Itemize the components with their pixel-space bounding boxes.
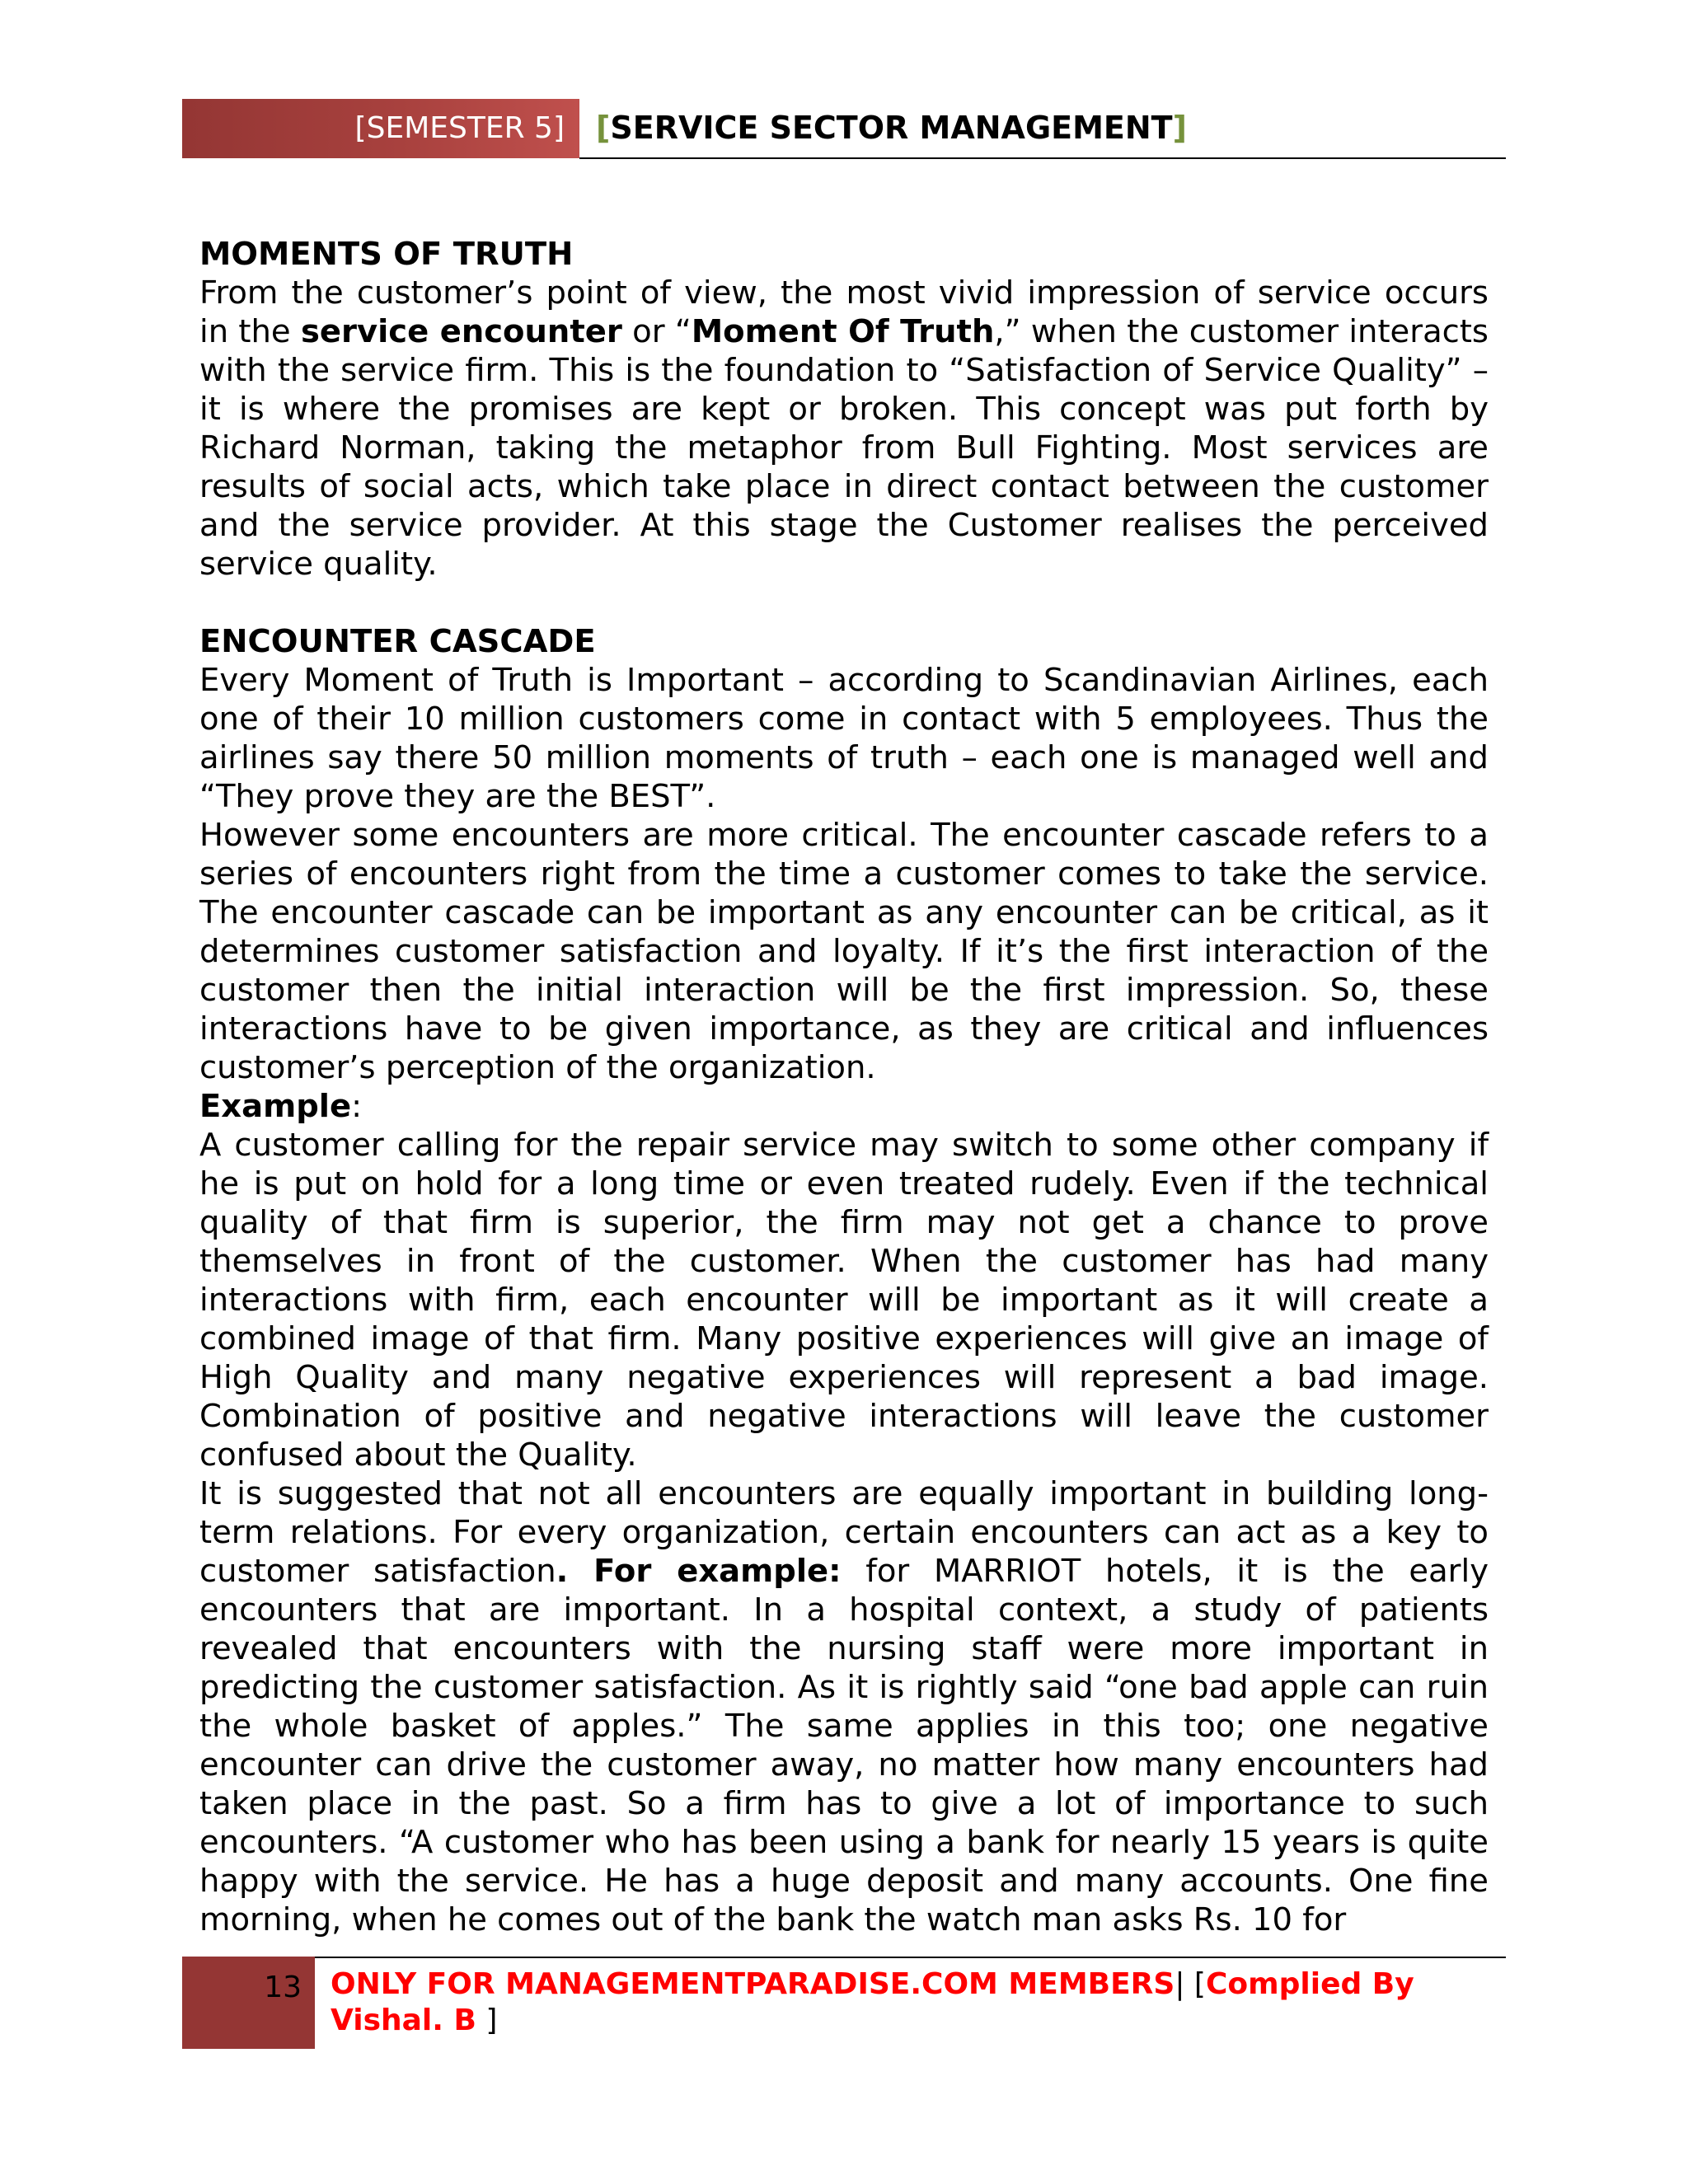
title-text: SERVICE SECTOR MANAGEMENT <box>610 110 1173 146</box>
bold-for-example: . For example: <box>556 1553 842 1590</box>
compiled-by: Complied By Vishal. B <box>331 1967 1414 2037</box>
paragraph-key-encounters <box>199 1474 1489 1939</box>
footer-close: ] <box>476 2004 498 2037</box>
footer-separator: | [ <box>1175 1967 1206 2001</box>
footer-text <box>331 1966 1484 2039</box>
document-title <box>596 109 1187 147</box>
paragraph-critical-encounters: However some encounters are more critical. The encounter cascade refers to a series of encounters right from the time a customer comes to take the service. The encounter cascade can be important as any encounter can be critical, as it determines customer satisfaction and loyalty. If it’s the first interaction of the customer then the initial interaction will be the first impression. So, these interactions have to be given importance, as they are critical and influences customer’s perception of the organization. <box>199 817 1489 1086</box>
example-colon: : <box>351 1088 363 1125</box>
text-run: or “ <box>621 313 692 350</box>
text-run: From the customer’s point of view, the most vivid impression of service occurs in the <box>199 274 1489 350</box>
text-run: It is suggested that not all encounters are equally important in building long-term relations. For every organization, certain encounters can act as a key to customer satisfaction <box>199 1475 1489 1590</box>
footer-rule <box>315 1957 1506 1958</box>
header-rule <box>579 157 1506 159</box>
footer-band <box>182 1957 315 2049</box>
spacer <box>199 583 1489 622</box>
heading-encounter-cascade: ENCOUNTER CASCADE <box>199 623 596 660</box>
page-body <box>199 235 1489 1939</box>
paragraph-scandinavian: Every Moment of Truth is Important – according to Scandinavian Airlines, each one of their 10 million customers come in contact with 5 employees. Thus the airlines say there 50 million moments of truth – each one is managed well and “They prove they are the BEST”. <box>199 662 1489 815</box>
semester-label: [SEMESTER 5] <box>354 111 565 145</box>
heading-moments-of-truth: MOMENTS OF TRUTH <box>199 236 574 273</box>
bold-service-encounter: service encounter <box>300 313 622 350</box>
paragraph-repair-example: A customer calling for the repair service may switch to some other company if he is put on hold for a long time or even treated rudely. Even if the technical quality of that firm is superior, the firm may not get a chance to prove themselves in front of the customer. When the customer has had many interactions with firm, each encounter will be important as it will create a combined image of that firm. Many positive experiences will give an image of High Quality and many negative experiences will represent a bad image. Combination of positive and negative interactions will leave the customer confused about the Quality. <box>199 1127 1489 1474</box>
page-footer <box>182 1957 1506 2049</box>
bold-moment-of-truth: Moment Of Truth <box>691 313 995 350</box>
text-run: for MARRIOT hotels, it is the early encounters that are important. In a hospital context, a study of patients revealed that encounters with the nursing staff were more important in predicting the customer satisfaction. As it is rightly said “one bad apple can ruin the whole basket of apples.” The same applies in this too; one negative encounter can drive the customer away, no matter how many encounters had taken place in the past. So a firm has to give a lot of importance to such encounters. “A customer who has been using a bank for nearly 15 years is quite happy with the service. He has a huge deposit and many accounts. One fine morning, when he comes out of the bank the watch man asks Rs. 10 for <box>199 1553 1489 1938</box>
members-notice: ONLY FOR MANAGEMENTPARADISE.COM MEMBERS <box>331 1967 1175 2001</box>
example-label-line <box>199 1087 1489 1126</box>
paragraph-moments-of-truth <box>199 274 1489 583</box>
text-run: ,” when the customer interacts with the service firm. This is the foundation to “Satisfaction of Service Quality” – it is where the promises are kept or broken. This concept was put forth by Richard Norman, taking the metaphor from Bull Fighting. Most services are results of social acts, which take place in direct contact between the customer and the service provider. At this stage the Customer realises the perceived service quality. <box>199 313 1489 583</box>
title-bracket-close: ] <box>1172 110 1187 146</box>
page-number: 13 <box>264 1971 302 2004</box>
page-header <box>182 99 1506 158</box>
title-bracket-open: [ <box>596 110 611 146</box>
example-label: Example <box>199 1088 352 1125</box>
header-band <box>182 99 579 158</box>
